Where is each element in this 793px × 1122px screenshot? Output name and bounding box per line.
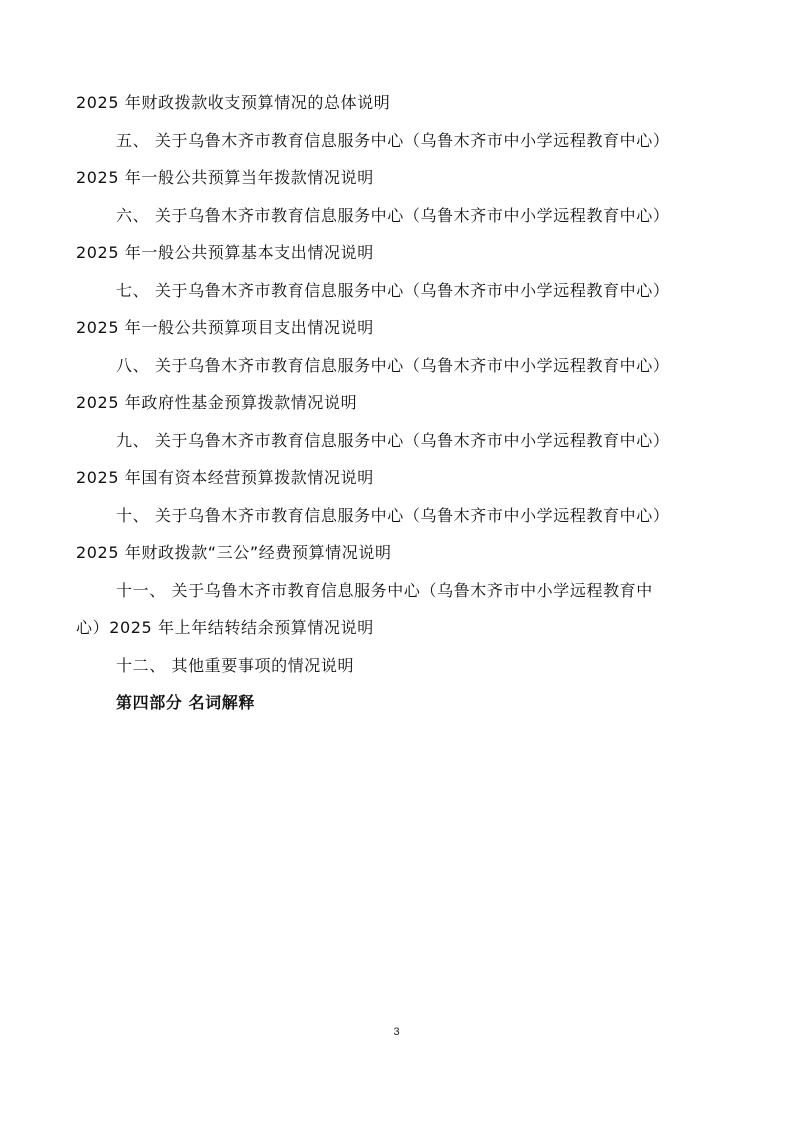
section-heading: 第四部分 名词解释 [116, 693, 255, 712]
text-line: 2025 年国有资本经营预算拨款情况说明 [76, 468, 374, 487]
text-line: 十、 关于乌鲁木齐市教育信息服务中心（乌鲁木齐市中小学远程教育中心） [116, 505, 670, 525]
text-line: 2025 年一般公共预算项目支出情况说明 [76, 318, 374, 337]
text-line: 2025 年财政拨款“三公”经费预算情况说明 [76, 543, 392, 562]
text-line: 六、 关于乌鲁木齐市教育信息服务中心（乌鲁木齐市中小学远程教育中心） [116, 205, 670, 225]
document-body [76, 84, 721, 722]
page-number: 3 [393, 1026, 400, 1038]
text-line: 八、 关于乌鲁木齐市教育信息服务中心（乌鲁木齐市中小学远程教育中心） [116, 355, 670, 375]
text-line: 十一、 关于乌鲁木齐市教育信息服务中心（乌鲁木齐市中小学远程教育中 [116, 580, 653, 600]
text-line: 2025 年一般公共预算当年拨款情况说明 [76, 168, 374, 187]
text-line: 2025 年财政拨款收支预算情况的总体说明 [76, 93, 391, 112]
text-line: 2025 年一般公共预算基本支出情况说明 [76, 243, 374, 262]
text-line: 心）2025 年上年结转结余预算情况说明 [76, 618, 374, 637]
text-line: 十二、 其他重要事项的情况说明 [116, 655, 355, 675]
text-line: 九、 关于乌鲁木齐市教育信息服务中心（乌鲁木齐市中小学远程教育中心） [116, 430, 670, 450]
text-line: 七、 关于乌鲁木齐市教育信息服务中心（乌鲁木齐市中小学远程教育中心） [116, 280, 670, 300]
text-line: 2025 年政府性基金预算拨款情况说明 [76, 393, 358, 412]
text-line: 五、 关于乌鲁木齐市教育信息服务中心（乌鲁木齐市中小学远程教育中心） [116, 130, 670, 150]
